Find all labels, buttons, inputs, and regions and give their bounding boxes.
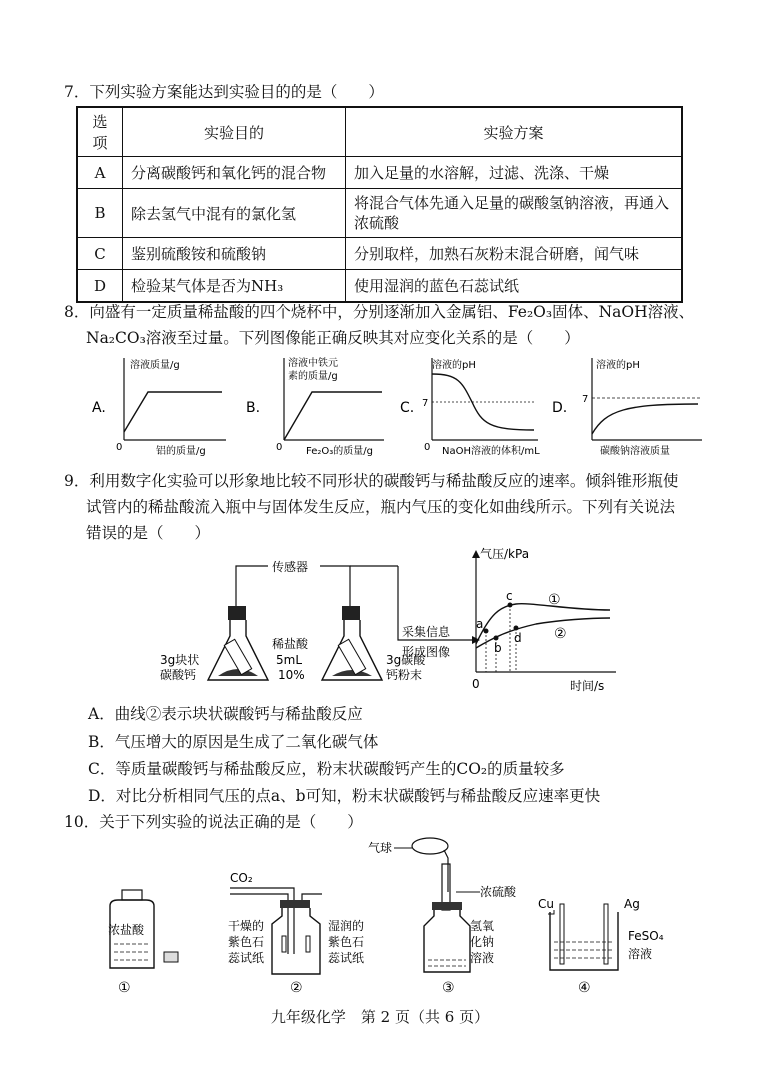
- row-plan: 加入足量的水溶解，过滤、洗涤、干燥: [346, 157, 683, 189]
- q8-stem-line2: Na₂CO₃溶液至过量。下列图像能正确反映其对应变化关系的是（ ）: [86, 329, 580, 347]
- graph-b-ylabel1: 溶液中铁元: [288, 358, 338, 369]
- right-solid-label2: 钙粉末: [386, 668, 423, 682]
- fig3-sol3: 溶液: [470, 951, 495, 965]
- point-d: d: [514, 631, 522, 645]
- fig2-bottle: [272, 908, 320, 974]
- graph-c-xlabel: NaOH溶液的体积/mL: [442, 446, 540, 457]
- graph-d-curve: [592, 404, 698, 434]
- q9-option-b: B．气压增大的原因是生成了二氧化碳气体: [88, 733, 379, 751]
- table-row: [77, 238, 682, 270]
- q9-option-c: C．等质量碳酸钙与稀盐酸反应，粉末状碳酸钙产生的CO₂的质量较多: [88, 760, 565, 778]
- point-b: b: [494, 641, 502, 655]
- graph-b-xlabel: Fe₂O₃的质量/g: [306, 446, 373, 457]
- graph-a-xlabel: 铝的质量/g: [156, 446, 206, 457]
- header-aim: 实验目的: [123, 107, 346, 157]
- q9-stem-line3: 错误的是（ ）: [86, 524, 211, 542]
- fig4-number: ④: [578, 980, 591, 996]
- row-aim: 分离碳酸钙和氧化钙的混合物: [123, 157, 346, 189]
- q10-figures: [96, 834, 696, 1000]
- fig2-right3: 蕊试纸: [328, 951, 365, 965]
- q10-figures-svg: [96, 834, 696, 1000]
- fig2-right2: 紫色石: [328, 935, 365, 949]
- row-option: B: [77, 189, 123, 238]
- acid-label3: 10%: [278, 668, 305, 682]
- graph-b-ylabel2: 素的质量/g: [288, 371, 338, 382]
- co2-label: CO₂: [230, 871, 253, 885]
- acid-label1: 稀盐酸: [272, 637, 309, 651]
- cu-strip: [560, 904, 564, 964]
- graph-c-curve: [432, 374, 534, 430]
- graph-b-origin: 0: [276, 442, 283, 453]
- left-flask-stopper: [228, 606, 246, 620]
- pressure-xaxis: 时间/s: [570, 679, 605, 693]
- q8-graphs: [86, 352, 726, 462]
- graph-a-origin: 0: [116, 442, 123, 453]
- fig2-left1: 干燥的: [228, 919, 265, 933]
- table-row: [77, 189, 682, 238]
- row-option: D: [77, 270, 123, 303]
- graph-c-ylabel: 溶液的pH: [432, 360, 476, 371]
- feso4-label: FeSO₄: [628, 929, 664, 943]
- page-footer: 九年级化学 第 2 页（共 6 页）: [270, 1008, 490, 1026]
- collect-label2: 形成图像: [402, 645, 451, 659]
- cu-label: Cu: [538, 897, 554, 911]
- graph-c-origin: 0: [424, 442, 431, 453]
- q8-stem-line1: 8．向盛有一定质量稀盐酸的四个烧杯中，分别逐渐加入金属铝、Fe₂O₃固体、NaOH溶液、: [64, 303, 695, 321]
- left-test-tube: [224, 639, 251, 674]
- q9-option-a: A．曲线②表示块状碳酸钙与稀盐酸反应: [88, 705, 363, 723]
- bottle-cap: [164, 952, 178, 962]
- row-aim: 检验某气体是否为NH₃: [123, 270, 346, 303]
- row-aim: 鉴别硫酸铵和硫酸钠: [123, 238, 346, 270]
- row-plan: 分别取样，加熟石灰粉末混合研磨，闻气味: [346, 238, 683, 270]
- pressure-origin: 0: [472, 677, 480, 691]
- left-solid-label1: 3g块状: [160, 653, 200, 667]
- q9-stem-line2: 试管内的稀盐酸流入瓶中与固体发生反应，瓶内气压的变化如曲线所示。下列有关说法: [86, 498, 676, 516]
- graph-d-option: D.: [552, 400, 568, 416]
- table-row: [77, 157, 682, 189]
- balloon: [412, 838, 448, 854]
- graph-b-curve: [284, 392, 382, 440]
- left-solid-label2: 碳酸钙: [160, 668, 197, 682]
- q9-option-d: D．对比分析相同气压的点a、b可知，粉末状碳酸钙与稀盐酸反应速率更快: [88, 787, 601, 805]
- table-row: [77, 270, 682, 303]
- hcl-label: 浓盐酸: [108, 923, 145, 937]
- graph-d-mark: 7: [582, 394, 589, 405]
- row-plan: 使用湿润的蓝色石蕊试纸: [346, 270, 683, 303]
- sensor-label: 传感器: [272, 560, 309, 574]
- graph-c-option: C.: [400, 400, 415, 416]
- graph-a-curve: [124, 392, 222, 432]
- graph-d-xlabel: 碳酸钠溶液质量: [600, 446, 670, 457]
- row-option: C: [77, 238, 123, 270]
- q7-table: [76, 106, 683, 303]
- row-aim: 除去氢气中混有的氯化氢: [123, 189, 346, 238]
- acid-label2: 5mL: [276, 653, 303, 667]
- q9-stem-line1: 9．利用数字化实验可以形象地比较不同形状的碳酸钙与稀盐酸反应的速率。倾斜锥形瓶使: [64, 472, 679, 490]
- feso4-label2: 溶液: [628, 947, 653, 961]
- q10-stem: 10．关于下列实验的说法正确的是（ ）: [64, 813, 363, 831]
- q7-stem: 7．下列实验方案能达到实验目的的是（ ）: [64, 83, 384, 101]
- fig3-number: ③: [442, 980, 455, 996]
- ag-strip: [604, 904, 608, 964]
- row-option: A: [77, 157, 123, 189]
- collect-label1: 采集信息: [402, 625, 451, 639]
- header-option: 选项: [77, 107, 123, 157]
- graph-d-ylabel: 溶液的pH: [596, 360, 640, 371]
- fig2-left2: 紫色石: [228, 935, 265, 949]
- fig2-left3: 蕊试纸: [228, 951, 265, 965]
- q9-figure-svg: [150, 544, 620, 694]
- curve-1-label: ①: [548, 592, 561, 608]
- table-header-row: [77, 107, 682, 157]
- ag-label: Ag: [624, 897, 640, 911]
- point-c: c: [506, 589, 513, 603]
- conc-acid-label: 浓硫酸: [480, 885, 517, 899]
- right-solid-label1: 3g碳酸: [386, 653, 426, 667]
- graph-c-mark: 7: [422, 398, 429, 409]
- graph-a-ylabel: 溶液质量/g: [130, 360, 180, 371]
- fig2-right1: 湿润的: [328, 919, 365, 933]
- right-flask-stopper: [342, 606, 360, 620]
- q9-figure: [150, 544, 620, 694]
- curve-2-label: ②: [554, 626, 567, 642]
- right-test-tube: [338, 639, 365, 674]
- fig2-number: ②: [290, 980, 303, 996]
- graph-b-option: B.: [246, 400, 261, 416]
- point-a: a: [476, 617, 484, 631]
- graph-a-option: A.: [92, 400, 106, 416]
- q8-graphs-svg: [86, 352, 726, 462]
- fig1-number: ①: [118, 980, 131, 996]
- fig3-bottle: [424, 910, 470, 972]
- balloon-label: 气球: [368, 841, 393, 855]
- fig3-sol1: 氢氧: [470, 919, 495, 933]
- right-flask-solid: [332, 670, 372, 676]
- pressure-yaxis: 气压/kPa: [480, 547, 530, 561]
- header-plan: 实验方案: [346, 107, 683, 157]
- left-flask-solid: [218, 669, 258, 676]
- row-plan: 将混合气体先通入足量的碳酸氢钠溶液，再通入浓硫酸: [346, 189, 683, 238]
- fig3-sol2: 化钠: [470, 935, 495, 949]
